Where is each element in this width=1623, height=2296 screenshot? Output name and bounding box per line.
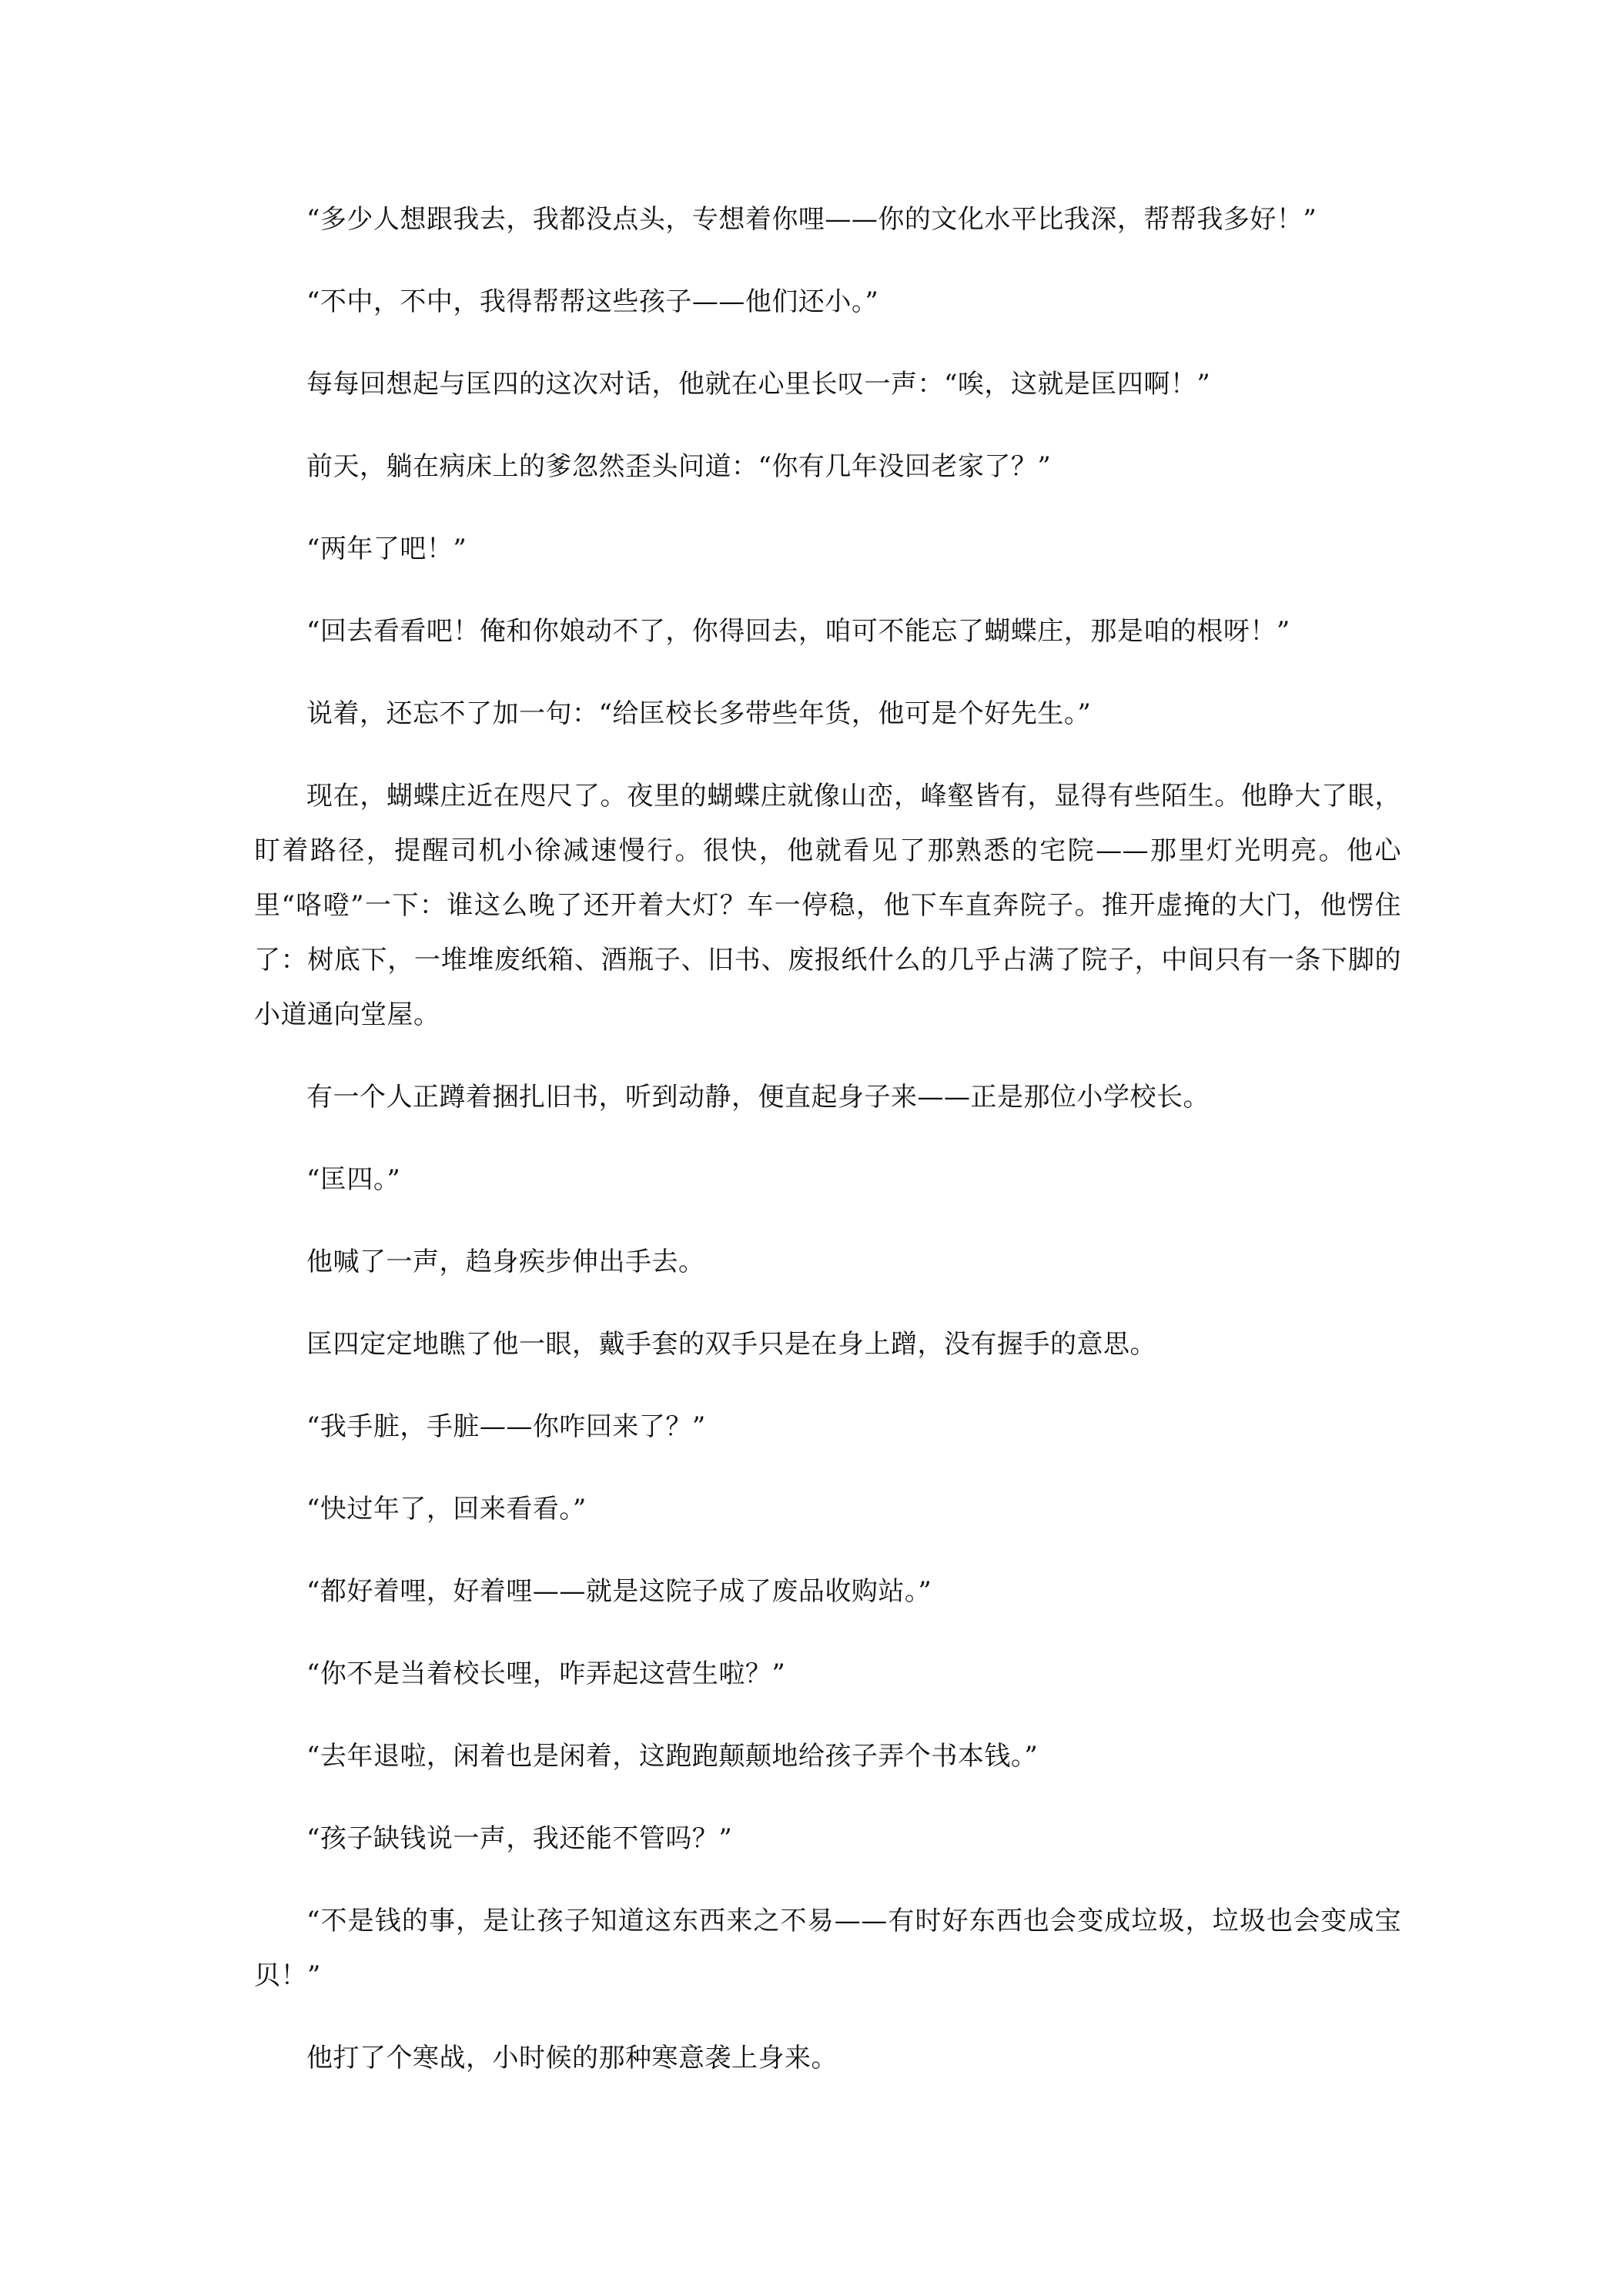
paragraph: “孩子缺钱说一声，我还能不管吗？” bbox=[306, 1823, 733, 1854]
paragraph: 现在，蝴蝶庄近在咫尺了。夜里的蝴蝶庄就像山峦，峰壑皆有，显得有些陌生。他睁大了眼，盯着路径，提醒司机小徐减速慢行。很快，他就看见了那熟悉的宅院——那里灯光明亮。他心里“咯噔”一下：谁这么晚了还开着大灯？车一停稳，他下车直奔院子。推开虚掩的大门，他愣住了：树底下，一堆堆废纸箱、酒瓶子、旧书、废报纸什么的几乎占满了院子，中间只有一条下脚的小道通向堂屋。 bbox=[254, 781, 1401, 1030]
paragraph: 他喊了一声，趋身疾步伸出手去。 bbox=[306, 1247, 705, 1277]
paragraph: “你不是当着校长哩，咋弄起这营生啦？” bbox=[306, 1658, 786, 1689]
paragraph: 说着，还忘不了加一句：“给匡校长多带些年货，他可是个好先生。” bbox=[306, 698, 1092, 729]
paragraph: “匡四。” bbox=[306, 1164, 401, 1195]
paragraph: “多少人想跟我去，我都没点头，专想着你哩——你的文化水平比我深，帮帮我多好！” bbox=[306, 204, 1317, 235]
paragraph: 有一个人正蹲着捆扎旧书，听到动静，便直起身子来——正是那位小学校长。 bbox=[306, 1082, 1210, 1113]
paragraph: 他打了个寒战，小时候的那种寒意袭上身来。 bbox=[306, 2043, 838, 2073]
paragraph: “回去看看吧！俺和你娘动不了，你得回去，咱可不能忘了蝴蝶庄，那是咱的根呀！” bbox=[306, 616, 1290, 647]
paragraph: “快过年了，回来看看。” bbox=[306, 1494, 587, 1525]
paragraph: “去年退啦，闲着也是闲着，这跑跑颠颠地给孩子弄个书本钱。” bbox=[306, 1741, 1039, 1772]
paragraph: “不中，不中，我得帮帮这些孩子——他们还小。” bbox=[306, 286, 879, 317]
paragraph: “都好着哩，好着哩——就是这院子成了废品收购站。” bbox=[306, 1576, 932, 1607]
paragraph: 每每回想起与匡四的这次对话，他就在心里长叹一声：“唉，这就是匡四啊！” bbox=[306, 369, 1211, 400]
paragraph: 匡四定定地瞧了他一眼，戴手套的双手只是在身上蹭，没有握手的意思。 bbox=[306, 1329, 1156, 1360]
paragraph: 前天，躺在病床上的爹忽然歪头问道：“你有几年没回老家了？” bbox=[306, 451, 1052, 482]
paragraph: “我手脏，手脏——你咋回来了？” bbox=[306, 1411, 706, 1442]
document-body bbox=[254, 192, 1401, 2114]
paragraph: “两年了吧！” bbox=[306, 534, 467, 564]
paragraph: “不是钱的事，是让孩子知道这东西来之不易——有时好东西也会变成垃圾，垃圾也会变成宝贝！” bbox=[254, 1906, 1401, 1991]
